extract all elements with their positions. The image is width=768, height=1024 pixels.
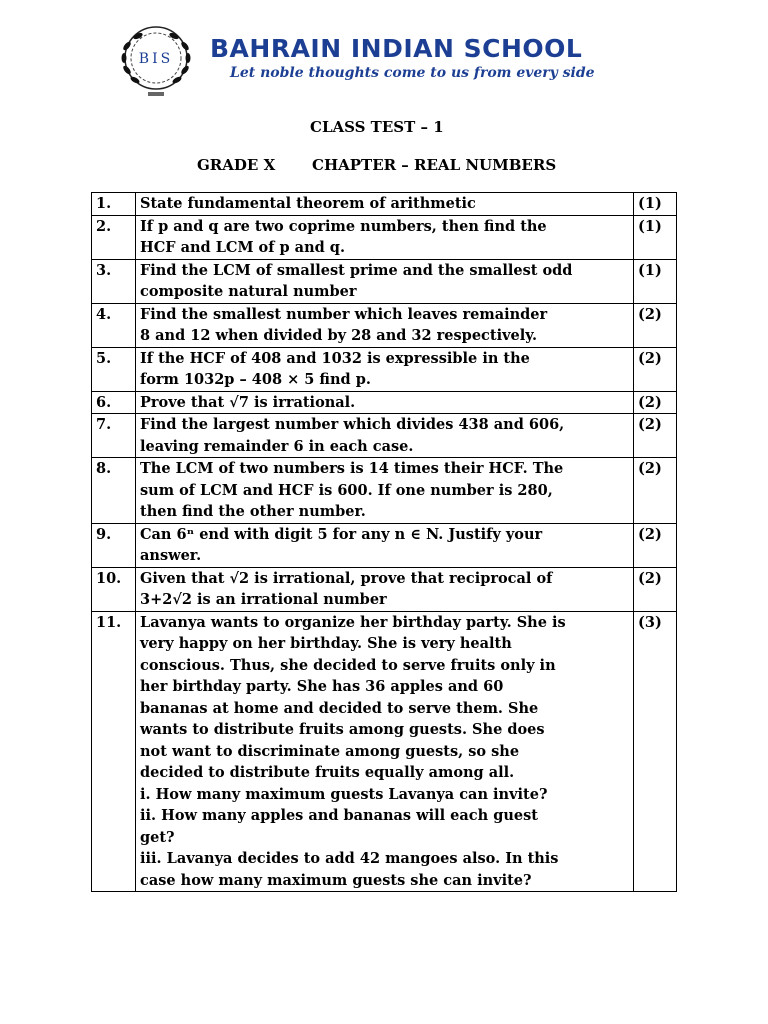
question-text-line: get? xyxy=(140,828,175,846)
question-text-line: 8 and 12 when divided by 28 and 32 respectively. xyxy=(140,327,538,344)
question-number: 5. xyxy=(92,347,136,391)
question-text-line: composite natural number xyxy=(140,283,357,300)
question-text-line: case how many maximum guests she can invite? xyxy=(140,871,532,889)
question-marks: (3) xyxy=(634,611,677,892)
question-number: 8. xyxy=(92,458,136,524)
question-row xyxy=(92,611,677,892)
question-text-line: i. How many maximum guests Lavanya can invite? xyxy=(140,785,548,803)
question-text-line: Prove that √7 is irrational. xyxy=(140,393,356,411)
question-text-line: form 1032p – 408 × 5 find p. xyxy=(140,371,371,388)
grade-label: GRADE X xyxy=(197,156,276,174)
question-marks: (2) xyxy=(634,458,677,524)
question-text xyxy=(136,193,634,216)
question-text-line: ii. How many apples and bananas will each guest xyxy=(140,807,538,824)
question-marks: (1) xyxy=(634,259,677,303)
question-number: 11. xyxy=(92,611,136,892)
question-text-line: Find the largest number which divides 438 and 606, xyxy=(140,416,565,433)
test-title: CLASS TEST – 1 xyxy=(310,118,444,136)
question-number: 6. xyxy=(92,391,136,414)
school-motto: Let noble thoughts come to us from every side xyxy=(230,65,595,81)
question-text xyxy=(136,215,634,259)
question-number: 2. xyxy=(92,215,136,259)
question-number: 4. xyxy=(92,303,136,347)
question-row xyxy=(92,215,677,259)
logo-text: BIS xyxy=(138,51,174,67)
school-name: BAHRAIN INDIAN SCHOOL xyxy=(210,34,583,63)
question-marks: (2) xyxy=(634,567,677,611)
question-row xyxy=(92,193,677,216)
question-text-line: State fundamental theorem of arithmetic xyxy=(140,195,476,212)
question-text xyxy=(136,458,634,524)
question-marks: (2) xyxy=(634,303,677,347)
question-marks: (2) xyxy=(634,414,677,458)
question-text xyxy=(136,347,634,391)
question-text-line: iii. Lavanya decides to add 42 mangoes also. In this xyxy=(140,850,559,867)
question-marks: (2) xyxy=(634,391,677,414)
question-row xyxy=(92,414,677,458)
question-row xyxy=(92,303,677,347)
question-row xyxy=(92,523,677,567)
question-text-line: Find the smallest number which leaves remainder xyxy=(140,305,548,323)
question-text xyxy=(136,303,634,347)
question-marks: (1) xyxy=(634,215,677,259)
question-text-line: Given that √2 is irrational, prove that reciprocal of xyxy=(140,569,553,587)
questions-table xyxy=(91,192,677,892)
question-text-line: 3+2√2 is an irrational number xyxy=(140,591,387,608)
question-number: 7. xyxy=(92,414,136,458)
question-marks: (2) xyxy=(634,523,677,567)
question-text-line: wants to distribute fruits among guests. She does xyxy=(140,721,545,738)
question-number: 1. xyxy=(92,193,136,216)
question-text-line: The LCM of two numbers is 14 times their HCF. The xyxy=(140,460,564,477)
question-text-line: decided to distribute fruits equally among all. xyxy=(140,764,515,781)
question-number: 3. xyxy=(92,259,136,303)
question-text-line: Lavanya wants to organize her birthday party. She is xyxy=(140,613,566,631)
question-row xyxy=(92,567,677,611)
question-marks: (1) xyxy=(634,193,677,216)
question-text-line: very happy on her birthday. She is very health xyxy=(140,635,512,652)
question-text-line: Can 6ⁿ end with digit 5 for any n ∈ N. Justify your xyxy=(140,525,543,543)
question-text-line: leaving remainder 6 in each case. xyxy=(140,437,414,455)
question-text-line: answer. xyxy=(140,547,202,564)
question-number: 10. xyxy=(92,567,136,611)
question-text xyxy=(136,523,634,567)
questions-table-body xyxy=(92,193,677,892)
question-text xyxy=(136,611,634,892)
question-text-line: bananas at home and decided to serve them. She xyxy=(140,699,539,717)
question-row xyxy=(92,347,677,391)
question-text xyxy=(136,567,634,611)
question-text-line: Find the LCM of smallest prime and the smallest odd xyxy=(140,261,573,279)
question-row xyxy=(92,458,677,524)
question-text-line: If the HCF of 408 and 1032 is expressible in the xyxy=(140,349,530,367)
question-marks: (2) xyxy=(634,347,677,391)
school-header xyxy=(110,22,670,102)
question-text xyxy=(136,391,634,414)
chapter-label: CHAPTER – REAL NUMBERS xyxy=(312,156,557,174)
question-row xyxy=(92,391,677,414)
question-text xyxy=(136,259,634,303)
question-text-line: If p and q are two coprime numbers, then find the xyxy=(140,217,547,235)
question-text-line: sum of LCM and HCF is 600. If one number is 280, xyxy=(140,481,553,499)
question-number: 9. xyxy=(92,523,136,567)
question-text-line: not want to discriminate among guests, so she xyxy=(140,742,520,760)
question-text xyxy=(136,414,634,458)
question-text-line: HCF and LCM of p and q. xyxy=(140,239,345,256)
question-text-line: conscious. Thus, she decided to serve fruits only in xyxy=(140,656,556,674)
school-logo-icon xyxy=(110,22,210,102)
question-row xyxy=(92,259,677,303)
question-text-line: then find the other number. xyxy=(140,503,366,520)
question-text-line: her birthday party. She has 36 apples and 60 xyxy=(140,678,504,695)
